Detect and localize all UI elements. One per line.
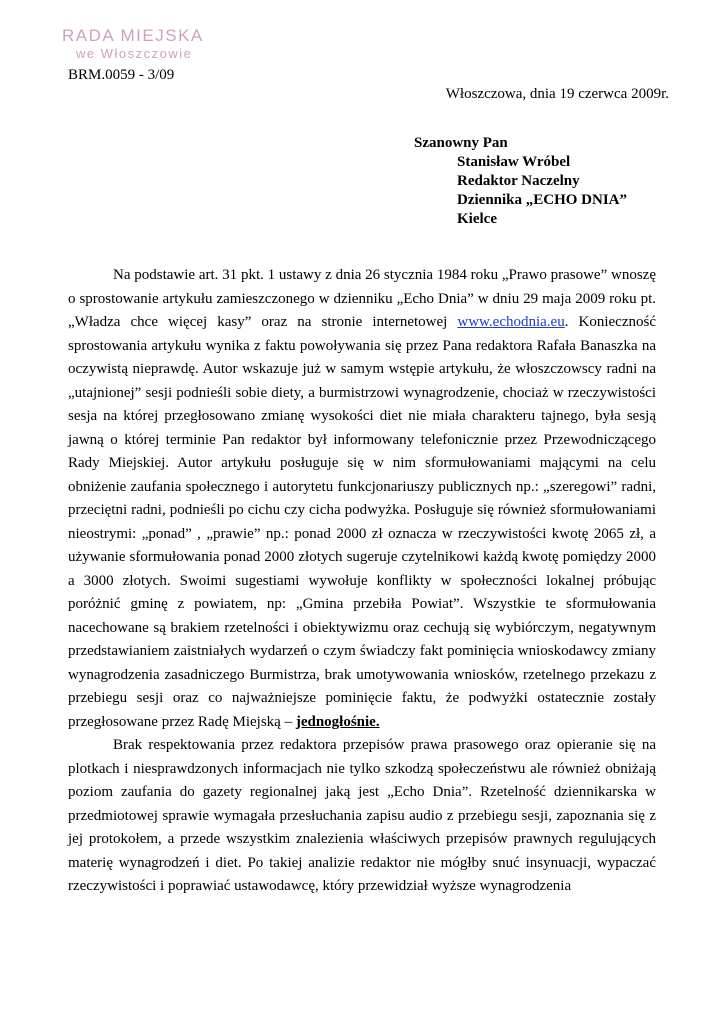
- emphasis-unanimously: jednogłośnie.: [295, 713, 380, 730]
- recipient-paper: Dziennika „ECHO DNIA”: [457, 192, 628, 208]
- place-date: Włoszczowa, dnia 19 czerwca 2009r.: [445, 86, 669, 102]
- stamp-line-2: we Włoszczowie: [76, 46, 193, 61]
- stamp-line-1: RADA MIEJSKA: [62, 26, 204, 45]
- paragraph-2: Brak respektowania przez redaktora przepisów prawa prasowego oraz opieranie się na plotkach i niesprawdzonych informacjach nie tylko szkodzą społeczeństwu ale również obniżają poziom zaufania do gazety regionalnej jaką jest „Echo Dnia”. Rzetelność dziennikarska w przedmiotowej sprawie wymagała przesłuchania zapisu audio z przebiegu sesji, zapoznania się z jej protokołem, a przede wszystkim znalezienia właściwych przepisów prawnych regulujących materię wynagrodzeń i diet. Po takiej analizie redaktor nie mógłby snuć insynuacji, wypaczać rzeczywistości i poprawiać ustawodawcę, który przewidział wyższe wynagrodzenia: [68, 737, 656, 894]
- recipient-title: Redaktor Naczelny: [457, 173, 580, 189]
- letter-body: [68, 264, 656, 899]
- reference-number: BRM.0059 - 3/09: [68, 67, 175, 83]
- recipient-address: [414, 134, 627, 229]
- website-link[interactable]: www.echodnia.eu: [457, 314, 565, 330]
- council-stamp: [62, 26, 242, 61]
- recipient-name: Stanisław Wróbel: [457, 154, 571, 170]
- paragraph-1-part-1: Na podstawie art. 31 pkt. 1 ustawy z dnia 26 stycznia 1984 roku „Prawo prasowe” wnoszę o sprostowanie artykułu zamieszczonego w dzienniku „Echo Dnia” w dniu 29 maja 2009 roku pt. „Władza chce więcej kasy” oraz na stronie internetowej: [68, 267, 656, 330]
- paragraph-1-part-2: . Konieczność sprostowania artykułu wynika z faktu powoływania się przez Pana redaktora Rafała Banaszka na oczywistą nieprawdę. Autor wskazuje już w samym wstępie artykułu, że włoszczowscy radni na „utajnionej” sesji podnieśli sobie diety, a burmistrzowi wynagrodzenie, chociaż w rzeczywistości sesja na której przegłosowano zmianę wysokości diet nie miała charakteru tajnego, była sesją jawną o której terminie Pan redaktor był informowany telefonicznie przez Przewodniczącego Rady Miejskiej. Autor artykułu posługuje się w nim sformułowaniami mającymi na celu obniżenie zaufania społecznego i autorytetu funkcjonariuszy publicznych np.: „szeregowi” radni, przeciętni radni, podnieśli po cichu czy cicha podwyżka. Posługuje się również sformułowaniami nieostrymi: „ponad” , „prawie” np.: ponad 2000 zł oznacza w rzeczywistości kwotę 2065 zł, a używanie sformułowania ponad 2000 złotych sugeruje czytelnikowi każdą kwotę pomiędzy 2000 a 3000 złotych. Swoimi sugestiami wywołuje konflikty w społeczności lokalnej próbując poróżnić gminę z powiatem, np: „Gmina przebiła Powiat”. Wszystkie te sformułowania nacechowane są brakiem rzetelności i obiektywizmu oraz cechują się wybiórczym, negatywnym przedstawianiem zaistniałych wydarzeń o czym świadczy fakt pominięcia wnioskodawcy zmiany wynagrodzenia zasadniczego Burmistrza, brak umotywowania wniosków, rzetelnego przekazu z przebiegu sesji oraz co najważniejsze pominięcie faktu, że podwyżki ostatecznie zostały przegłosowane przez Radę Miejską –: [68, 314, 656, 730]
- paragraph-1: [68, 264, 656, 734]
- recipient-city: Kielce: [457, 211, 497, 227]
- salutation: Szanowny Pan: [414, 135, 508, 151]
